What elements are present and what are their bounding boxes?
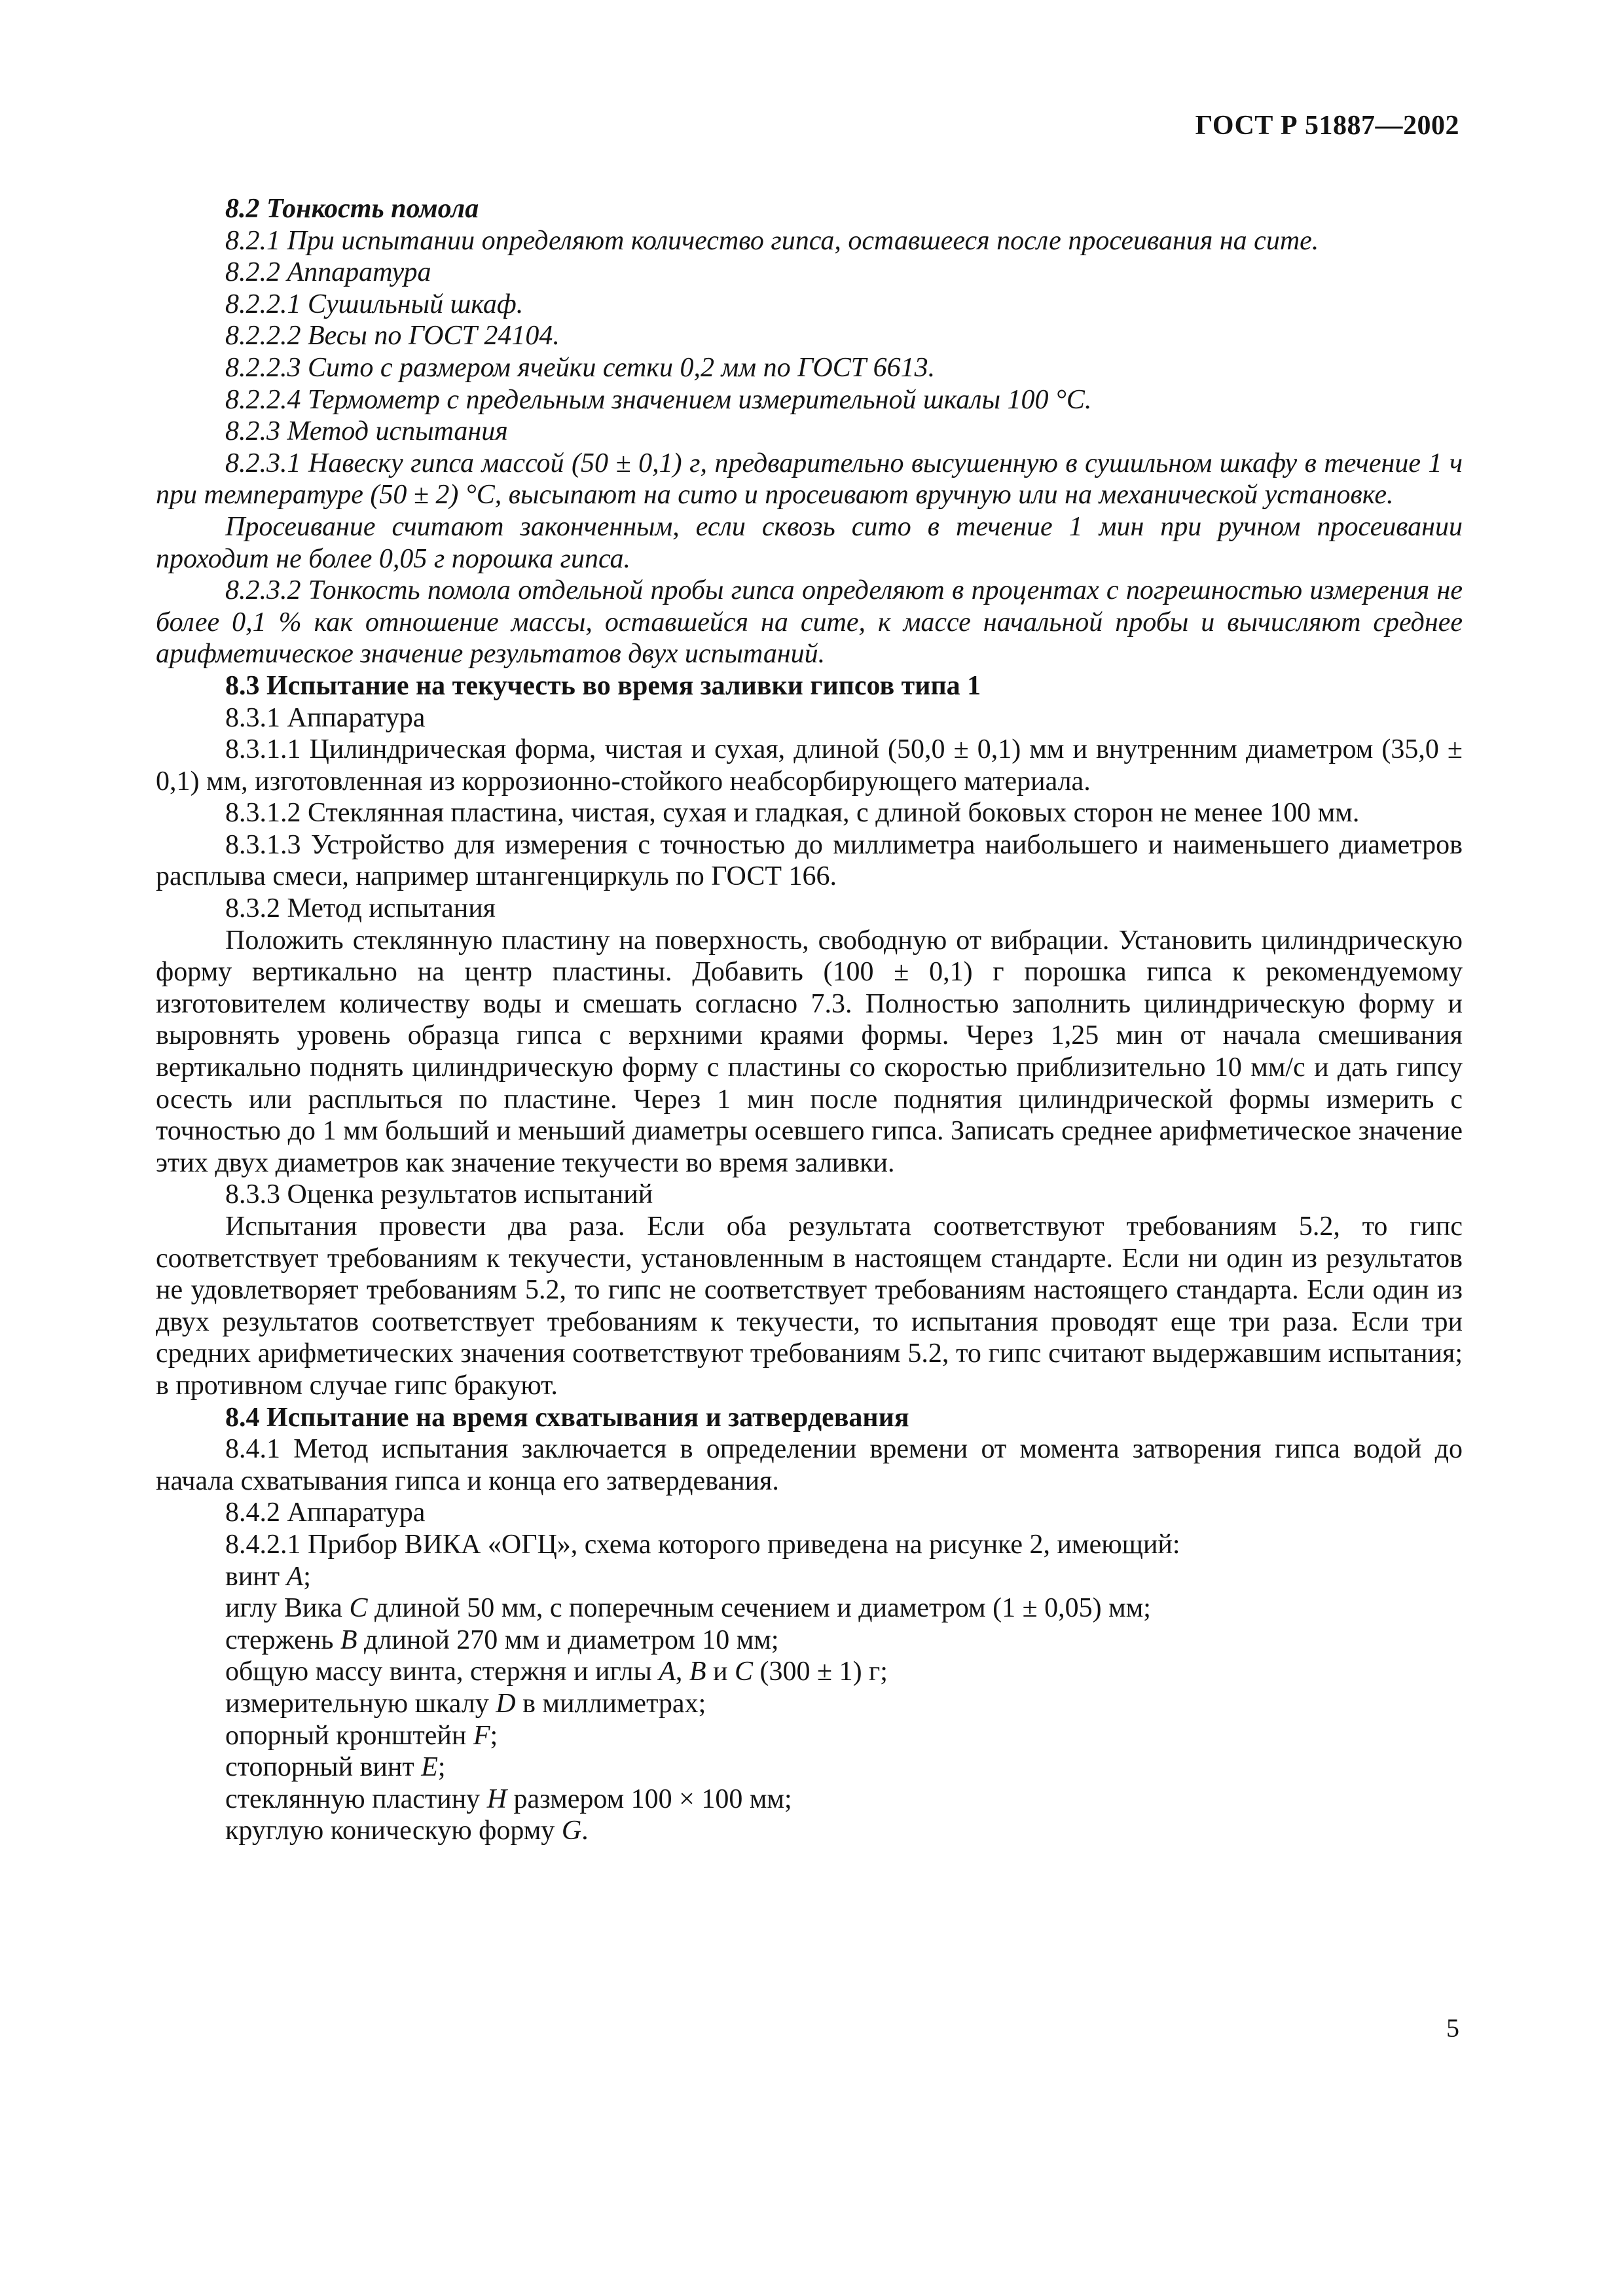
item-text: стеклянную пластину	[225, 1784, 487, 1814]
paragraph: 8.2.3.1 Навеску гипса массой (50 ± 0,1) г, предварительно высушенную в сушильном шкафу в течение 1 ч при температуре (50 ± 2) °С, высыпают на сито и просеивают вручную или на механической установке.	[156, 448, 1463, 511]
item-text: длиной 270 мм и диаметром 10 мм;	[357, 1624, 779, 1655]
item-text: винт	[225, 1561, 287, 1592]
item-letter: C	[735, 1657, 754, 1687]
paragraph: 8.2.2.2 Весы по ГОСТ 24104.	[225, 321, 560, 351]
paragraph: 8.4.1 Метод испытания заключается в определении времени от момента затворения гипса водой до начала схватывания гипса и конца его затвердевания.	[156, 1434, 1463, 1496]
item-text: размером 100 × 100 мм;	[507, 1784, 792, 1814]
item-text: в миллиметрах;	[515, 1688, 706, 1719]
item-text: опорный кронштейн	[225, 1720, 473, 1751]
document-code: ГОСТ Р 51887—2002	[1195, 111, 1459, 141]
item-text: ;	[303, 1561, 311, 1592]
item-letter: A	[286, 1561, 304, 1592]
item-text: круглую коническую форму	[225, 1816, 562, 1846]
paragraph: 8.2.3 Метод испытания	[225, 416, 508, 447]
item-letter: A	[659, 1657, 676, 1687]
page-number: 5	[1446, 2013, 1459, 2043]
item-text: .	[581, 1816, 589, 1846]
list-item	[156, 1656, 1463, 1688]
item-letter: B	[689, 1657, 706, 1687]
list-item	[156, 1815, 1463, 1847]
item-text: и	[706, 1657, 735, 1687]
item-letter: G	[561, 1816, 582, 1846]
list-item	[156, 1751, 1463, 1784]
item-text: (300 ± 1) г;	[753, 1657, 888, 1687]
item-letter: D	[496, 1688, 516, 1719]
item-letter: F	[473, 1720, 490, 1751]
paragraph: 8.4.2.1 Прибор ВИКА «ОГЦ», схема которого приведена на рисунке 2, имеющий:	[225, 1529, 1180, 1560]
document-body	[156, 193, 1463, 1847]
section-heading: 8.4 Испытание на время схватывания и затвердевания	[225, 1402, 909, 1433]
item-letter: H	[486, 1784, 507, 1814]
list-item	[156, 1784, 1463, 1816]
paragraph: Положить стеклянную пластину на поверхность, свободную от вибрации. Установить цилиндрическую форму вертикально на центр пластины. Добавить (100 ± 0,1) г порошка гипса к рекомендуемому изготовителем количеству воды и смешать согласно 7.3. Полностью заполнить цилиндрическую форму и выровнять уровень образца гипса с верхними краями формы. Через 1,25 мин от начала смешивания вертикально поднять цилиндрическую форму с пластины со скоростью приблизительно 10 мм/с и дать гипсу осесть или расплыться по пластине. Через 1 мин после поднятия цилиндрической формы измерить с точностью до 1 мм больший и меньший диаметры осевшего гипса. Записать среднее арифметическое значение этих двух диаметров как значение текучести во время заливки.	[156, 925, 1463, 1178]
paragraph: 8.2.1 При испытании определяют количество гипса, оставшееся после просеивания на сите.	[225, 225, 1319, 256]
list-item	[156, 1592, 1463, 1624]
item-letter: B	[340, 1624, 357, 1655]
paragraph: Испытания провести два раза. Если оба результата соответствуют требованиям 5.2, то гипс соответствует требованиям к текучести, установленным в настоящем стандарте. Если ни один из результатов не удовлетворяет требованиям 5.2, то гипс не соответствует требованиям настоящего стандарта. Если один из двух результатов соответствует требованиям к текучести, то испытания проводят еще три раза. Если три средних арифметических значения соответствуют требованиям 5.2, то гипс считают выдержавшим испытания; в противном случае гипс бракуют.	[156, 1211, 1463, 1401]
paragraph: 8.3.1.3 Устройство для измерения с точностью до миллиметра наибольшего и наименьшего диаметров расплыва смеси, например штангенциркуль по ГОСТ 166.	[156, 829, 1463, 892]
item-text: иглу Вика	[225, 1593, 350, 1624]
paragraph: 8.2.2.1 Сушильный шкаф.	[225, 289, 524, 319]
item-text: ;	[437, 1752, 446, 1783]
paragraph: 8.4.2 Аппаратура	[225, 1498, 426, 1528]
list-item	[156, 1688, 1463, 1720]
paragraph: 8.3.1.2 Стеклянная пластина, чистая, сухая и гладкая, с длиной боковых сторон не менее 100 мм.	[225, 798, 1360, 829]
item-letter: C	[349, 1593, 368, 1624]
paragraph: 8.2.3.2 Тонкость помола отдельной пробы гипса определяют в процентах с погрешностью измерения не более 0,1 % как отношение массы, оставшейся на сите, к массе начальной пробы и вычисляют среднее арифметическое значение результатов двух испытаний.	[156, 575, 1463, 670]
paragraph: 8.3.3 Оценка результатов испытаний	[225, 1179, 653, 1210]
paragraph: 8.3.1.1 Цилиндрическая форма, чистая и сухая, длиной (50,0 ± 0,1) мм и внутренним диаметром (35,0 ± 0,1) мм, изготовленная из коррозионно-стойкого неабсорбирующего материала.	[156, 734, 1463, 797]
paragraph: 8.2.2.4 Термометр с предельным значением измерительной шкалы 100 °С.	[225, 384, 1092, 415]
paragraph: 8.3.2 Метод испытания	[225, 893, 496, 924]
list-item	[156, 1624, 1463, 1657]
paragraph: Просеивание считают законченным, если сквозь сито в течение 1 мин при ручном просеивании проходит не более 0,05 г порошка гипса.	[156, 511, 1463, 574]
item-letter: E	[421, 1752, 438, 1783]
section-heading: 8.3 Испытание на текучесть во время заливки гипсов типа 1	[225, 670, 981, 701]
list-item	[156, 1561, 1463, 1593]
item-text: измерительную шкалу	[225, 1688, 496, 1719]
paragraph: 8.3.1 Аппаратура	[225, 702, 426, 733]
section-heading: 8.2 Тонкость помола	[225, 194, 479, 224]
item-text: ;	[490, 1720, 498, 1751]
paragraph: 8.2.2.3 Сито с размером ячейки сетки 0,2 мм по ГОСТ 6613.	[225, 352, 936, 383]
item-text: ,	[675, 1657, 689, 1687]
item-text: общую массу винта, стержня и иглы	[225, 1657, 659, 1687]
list-item	[156, 1720, 1463, 1752]
item-text: длиной 50 мм, с поперечным сечением и диаметром (1 ± 0,05) мм;	[367, 1593, 1151, 1624]
paragraph: 8.2.2 Аппаратура	[225, 257, 431, 288]
item-text: стержень	[225, 1624, 340, 1655]
item-text: стопорный винт	[225, 1752, 422, 1783]
